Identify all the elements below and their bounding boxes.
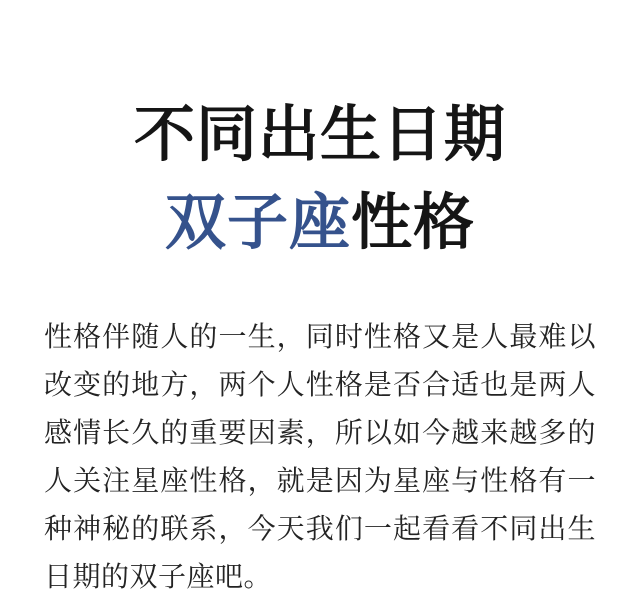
zodiac-name-highlight: 双子座 (164, 188, 351, 256)
title-line-2-suffix: 性格 (351, 188, 476, 256)
article-title (0, 0, 640, 256)
intro-paragraph: 性格伴随人的一生，同时性格又是人最难以改变的地方，两个人性格是否合适也是两人感情长久的重要因素，所以如今越来越多的人关注星座性格，就是因为星座与性格有一种神秘的联系，今天我们一起看看不同出生日期的双子座吧。 (44, 321, 596, 592)
title-line-2 (0, 188, 640, 256)
article-body (0, 313, 640, 601)
title-line-1: 不同出生日期 (133, 100, 506, 168)
